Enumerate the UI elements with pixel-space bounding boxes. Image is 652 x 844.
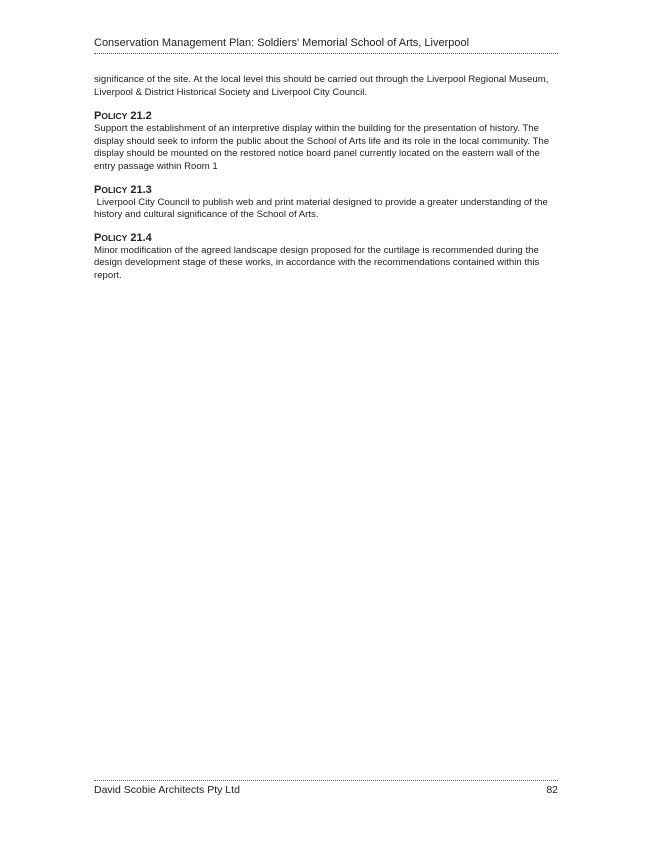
policy-heading-word: OLICY	[101, 232, 128, 243]
policy-text: Liverpool City Council to publish web and print material designed to provide a greater understanding of the history and cultural significance of the School of Arts.	[94, 196, 551, 221]
policy-heading	[94, 184, 558, 197]
policy-heading-word: OLICY	[101, 184, 128, 195]
policy-number: 21.2	[130, 110, 152, 123]
policy-number: 21.4	[130, 231, 152, 244]
policy-text: Support the establishment of an interpretive display within the building for the presentation of history. The display should seek to inform the public about the School of Arts life and its role in the local community. The display should be mounted on the restored notice board panel currently located on the eastern wall of the entry passage within Room 1	[94, 123, 550, 172]
policy-heading-initial: P	[94, 183, 102, 196]
header-divider	[94, 53, 558, 54]
policy-section	[94, 184, 558, 222]
page-number: 82	[546, 784, 558, 796]
footer-company: David Scobie Architects Pty Ltd	[94, 784, 240, 796]
footer-divider	[94, 780, 558, 781]
policy-section	[94, 110, 558, 173]
policy-heading-initial: P	[94, 231, 102, 244]
policy-text: Minor modification of the agreed landscape design proposed for the curtilage is recommended during the design development stage of these works, in accordance with the recommendations contained within this report.	[94, 244, 540, 281]
body-content	[94, 74, 558, 293]
intro-paragraph: significance of the site. At the local level this should be carried out through the Liverpool Regional Museum, Liverpool & District Historical Society and Liverpool City Council.	[94, 74, 549, 98]
policy-heading-word: OLICY	[101, 111, 128, 122]
policy-section	[94, 232, 558, 283]
policy-heading	[94, 110, 558, 123]
policy-heading-initial: P	[94, 110, 102, 123]
policy-number: 21.3	[130, 183, 152, 196]
running-header: Conservation Management Plan: Soldiers' Memorial School of Arts, Liverpool	[94, 37, 470, 49]
policy-heading	[94, 232, 558, 245]
